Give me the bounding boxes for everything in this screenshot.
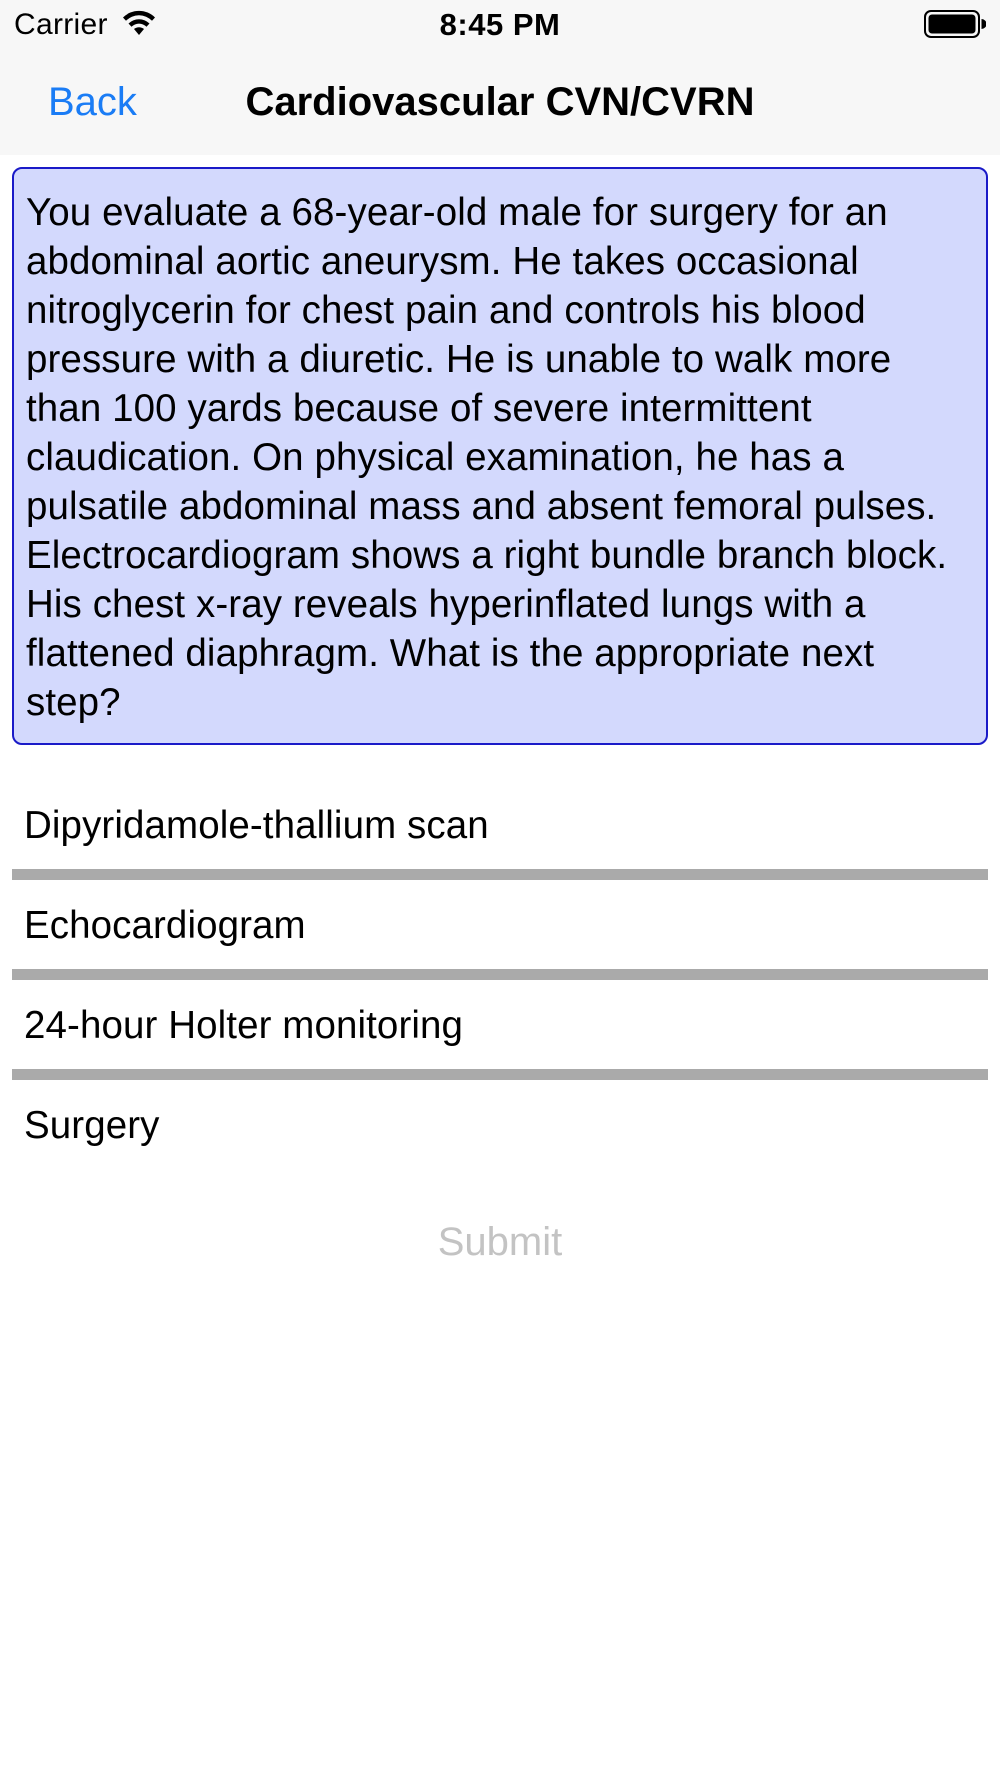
answer-label: Surgery	[24, 1104, 160, 1147]
navigation-bar	[0, 48, 1000, 155]
answer-list	[12, 780, 988, 1180]
answer-option[interactable]	[12, 980, 988, 1080]
clock: 8:45 PM	[439, 7, 561, 42]
submit-button[interactable]: Submit	[437, 1220, 563, 1264]
battery-full-icon	[924, 9, 986, 39]
answer-divider	[12, 1069, 988, 1080]
answer-label: Dipyridamole-thallium scan	[24, 804, 489, 847]
status-bar	[0, 0, 1000, 48]
answer-divider	[12, 869, 988, 880]
question-card	[12, 167, 988, 745]
back-button[interactable]: Back	[48, 80, 137, 124]
answer-option[interactable]	[12, 1080, 988, 1180]
carrier-label: Carrier	[14, 8, 108, 41]
answer-label: 24-hour Holter monitoring	[24, 1004, 464, 1047]
answer-label: Echocardiogram	[24, 904, 306, 947]
answer-divider	[12, 969, 988, 980]
answer-option[interactable]	[12, 880, 988, 980]
question-text: You evaluate a 68-year-old male for surgery for an abdominal aortic aneurysm. He takes occasional nitroglycerin for chest pain and controls his blood pressure with a diuretic. He is unable to walk more than 100 yards because of severe intermittent claudication. On physical examination, he has a pulsatile abdominal mass and absent femoral pulses. Electrocardiogram shows a right bundle branch block. His chest x-ray reveals hyperinflated lungs with a flattened diaphragm. What is the appropriate next step?	[26, 191, 948, 724]
answer-option[interactable]	[12, 780, 988, 880]
page-title: Cardiovascular CVN/CVRN	[245, 80, 755, 124]
